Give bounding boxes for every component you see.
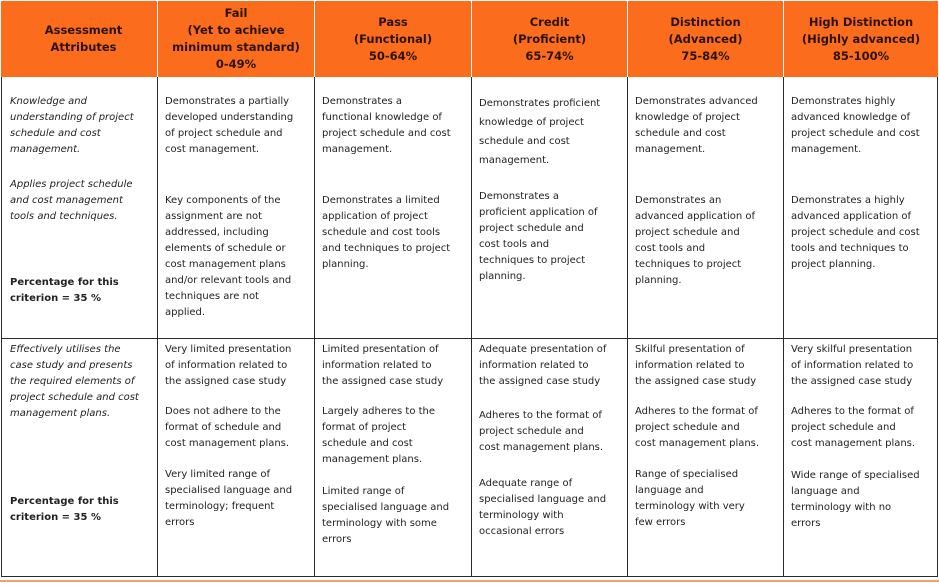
descriptor-text: Wide range of specialised language and terminology with no errors: [791, 470, 920, 529]
header-credit: [472, 1, 628, 77]
descriptor-text: Demonstrates a limited application of project schedule and cost tools and techniques to project planning.: [322, 195, 451, 270]
descriptor-text: Demonstrates highly advanced knowledge of project schedule and cost management.: [791, 96, 920, 155]
descriptor-text: Adequate range of specialised language and terminology with occasional errors: [479, 478, 607, 537]
row2-distinction-cell: [628, 339, 784, 577]
row1-high-distinction-cell: [784, 77, 938, 339]
header-distinction: [628, 1, 784, 77]
assessment-rubric-table: [1, 1, 938, 577]
row1-credit-cell: [472, 77, 628, 339]
attribute-text: Knowledge and understanding of project schedule and cost management.: [10, 96, 134, 155]
descriptor-text: Adequate presentation of information related to the assigned case study: [479, 344, 607, 387]
descriptor-text: Demonstrates a functional knowledge of project schedule and cost management.: [322, 96, 451, 155]
row2-fail-cell: [158, 339, 315, 577]
descriptor-text: Largely adheres to the format of project schedule and cost management plans.: [322, 406, 436, 465]
descriptor-text: Adheres to the format of project schedule and cost management plans.: [479, 410, 604, 453]
header-label: Fail (Yet to achieve minimum standard) 0-49%: [172, 6, 300, 71]
descriptor-text: Skilful presentation of information related to the assigned case study: [635, 344, 757, 387]
descriptor-text: Demonstrates an advanced application of project schedule and cost tools and techniques to project planning.: [635, 195, 756, 286]
descriptor-text: Demonstrates advanced knowledge of project schedule and cost management.: [635, 96, 758, 155]
attribute-text: Effectively utilises the case study and presents the required elements of project schedule and cost management plans.: [10, 344, 139, 419]
row2-high-distinction-cell: [784, 339, 938, 577]
header-assessment-attributes: [1, 1, 158, 77]
descriptor-text: Limited range of specialised language and terminology with some errors: [322, 486, 450, 545]
header-label: Pass (Functional) 50-64%: [353, 14, 433, 63]
descriptor-text: Limited presentation of information related to the assigned case study: [322, 344, 444, 387]
row2-pass-cell: [315, 339, 472, 577]
header-high-distinction: [784, 1, 938, 77]
descriptor-text: Very limited range of specialised language and terminology; frequent errors: [165, 469, 293, 528]
header-label: High Distinction (Highly advanced) 85-100%: [801, 14, 921, 63]
attribute-text: Applies project schedule and cost management tools and techniques.: [10, 179, 133, 222]
row1-fail-cell: [158, 77, 315, 339]
header-label: Distinction (Advanced) 75-84%: [668, 14, 743, 63]
descriptor-text: Does not adhere to the format of schedule and cost management plans.: [165, 406, 290, 449]
row1-distinction-cell: [628, 77, 784, 339]
descriptor-text: Range of specialised language and terminology with very few errors: [635, 469, 745, 528]
descriptor-text: Adheres to the format of project schedule and cost management plans.: [791, 406, 916, 449]
row1-pass-cell: [315, 77, 472, 339]
descriptor-text: Demonstrates proficient knowledge of project schedule and cost management.: [479, 98, 601, 166]
descriptor-text: Very limited presentation of information related to the assigned case study: [165, 344, 292, 387]
descriptor-text: Demonstrates a highly advanced application of project schedule and cost tools and techniques to project planning.: [791, 195, 920, 270]
descriptor-text: Demonstrates a proficient application of project schedule and cost tools and techniques to project planning.: [479, 191, 598, 282]
descriptor-text: Demonstrates a partially developed understanding of project schedule and cost management.: [165, 96, 294, 155]
criterion-percentage: Percentage for this criterion = 35 %: [10, 496, 119, 523]
descriptor-text: Key components of the assignment are not addressed, including elements of schedule or cost management plans and/or relevant tools and techniques are not applied.: [165, 195, 292, 318]
header-label: Credit (Proficient) 65-74%: [512, 14, 587, 63]
row1-attribute-cell: [1, 77, 158, 339]
header-label: Assessment Attributes: [44, 23, 123, 54]
descriptor-text: Adheres to the format of project schedule and cost management plans.: [635, 406, 760, 449]
row2-credit-cell: [472, 339, 628, 577]
descriptor-text: Very skilful presentation of information related to the assigned case study: [791, 344, 914, 387]
criterion-percentage: Percentage for this criterion = 35 %: [10, 277, 119, 304]
header-fail: [158, 1, 315, 77]
header-pass: [315, 1, 472, 77]
row2-attribute-cell: [1, 339, 158, 577]
page-bottom-divider: [0, 580, 939, 582]
